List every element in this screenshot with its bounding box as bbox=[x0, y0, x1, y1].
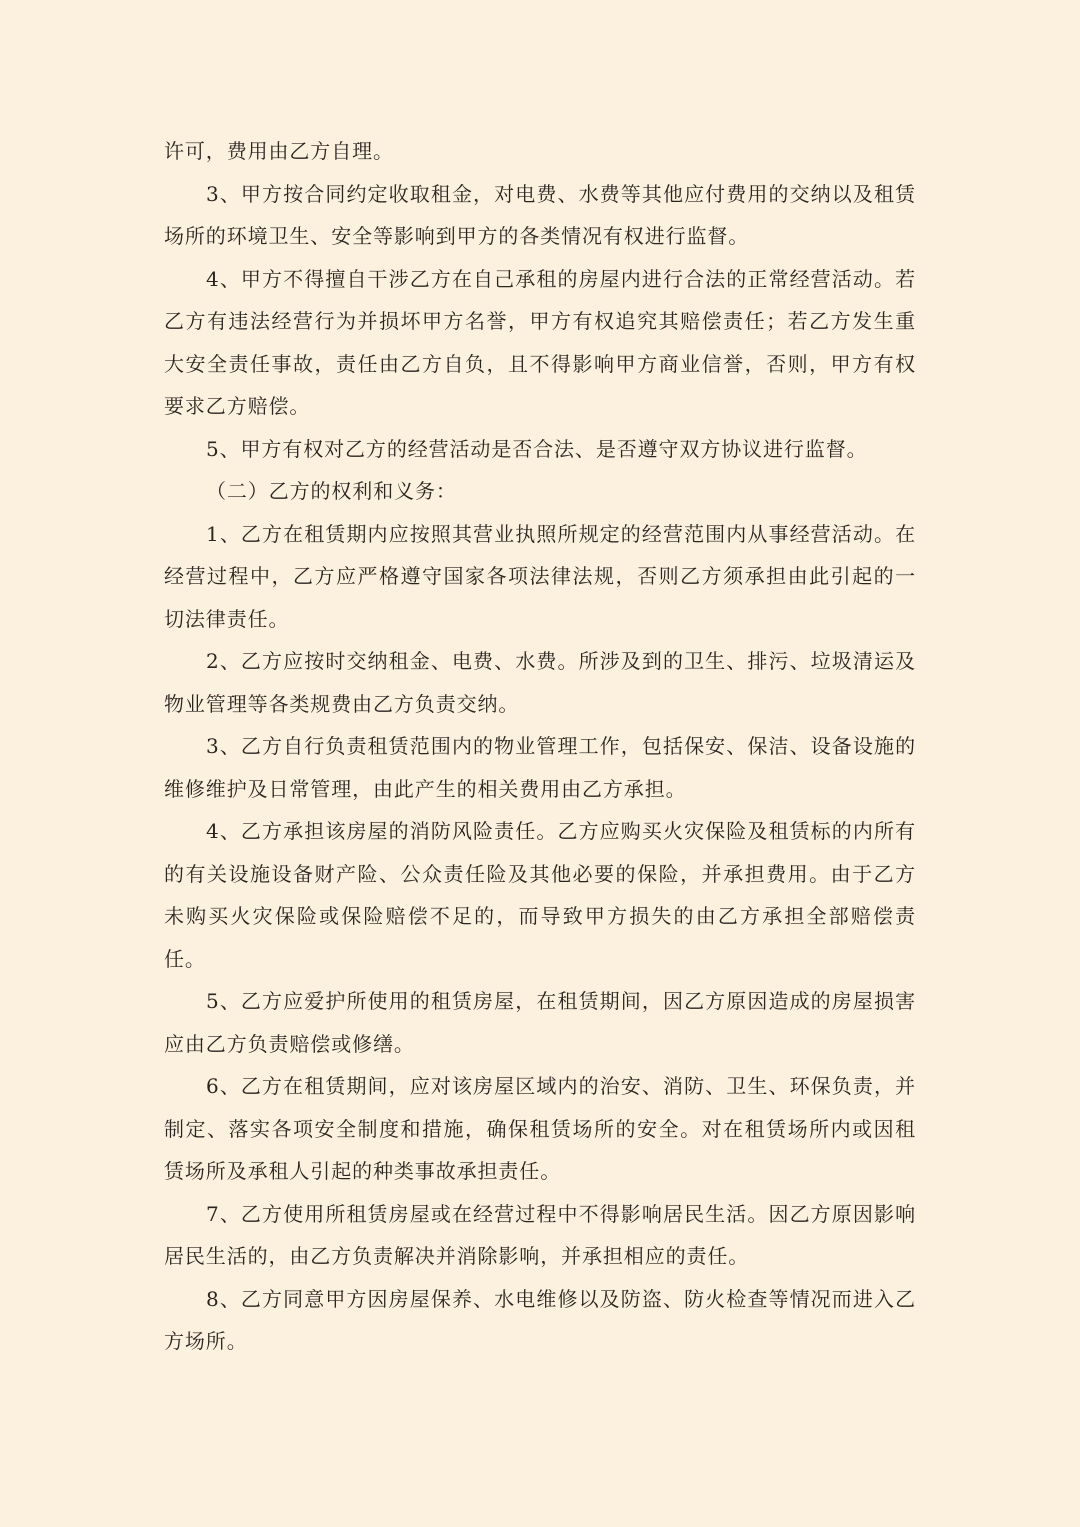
paragraph-lessee-item-5: 5、乙方应爱护所使用的租赁房屋，在租赁期间，因乙方原因造成的房屋损害应由乙方负责赔偿或修缮。 bbox=[164, 989, 916, 1056]
paragraph-lessee-item-1: 1、乙方在租赁期内应按照其营业执照所规定的经营范围内从事经营活动。在经营过程中，乙方应严格遵守国家各项法律法规，否则乙方须承担由此引起的一切法律责任。 bbox=[164, 521, 916, 631]
paragraph-continuation: 许可，费用由乙方自理。 bbox=[164, 139, 394, 163]
paragraph-lessee-item-6: 6、乙方在租赁期间，应对该房屋区域内的治安、消防、卫生、环保负责，并制定、落实各项安全制度和措施，确保租赁场所的安全。对在租赁场所内或因租赁场所及承租人引起的种类事故承担责任。 bbox=[164, 1074, 916, 1183]
paragraph-lessee-item-8: 8、乙方同意甲方因房屋保养、水电维修以及防盗、防火检查等情况而进入乙方场所。 bbox=[164, 1286, 916, 1353]
paragraph-lessee-item-2: 2、乙方应按时交纳租金、电费、水费。所涉及到的卫生、排污、垃圾清运及物业管理等各类规费由乙方负责交纳。 bbox=[164, 649, 916, 716]
paragraph-lessor-item-5: 5、甲方有权对乙方的经营活动是否合法、是否遵守双方协议进行监督。 bbox=[206, 436, 868, 461]
paragraph-lessor-item-3: 3、甲方按合同约定收取租金，对电费、水费等其他应付费用的交纳以及租赁场所的环境卫生、安全等影响到甲方的各类情况有权进行监督。 bbox=[164, 181, 916, 248]
paragraph-lessor-item-4: 4、甲方不得擅自干涉乙方在自己承租的房屋内进行合法的正常经营活动。若乙方有违法经营行为并损坏甲方名誉，甲方有权追究其赔偿责任；若乙方发生重大安全责任事故，责任由乙方自负，且不得影响甲方商业信誉，否则，甲方有权要求乙方赔偿。 bbox=[164, 266, 916, 418]
paragraph-lessee-item-3: 3、乙方自行负责租赁范围内的物业管理工作，包括保安、保洁、设备设施的维修维护及日常管理，由此产生的相关费用由乙方承担。 bbox=[164, 734, 916, 801]
paragraph-lessee-item-4: 4、乙方承担该房屋的消防风险责任。乙方应购买火灾保险及租赁标的内所有的有关设施设备财产险、公众责任险及其他必要的保险，并承担费用。由于乙方未购买火灾保险或保险赔偿不足的，而导致甲方损失的由乙方承担全部赔偿责任。 bbox=[164, 819, 916, 971]
paragraph-lessee-item-7: 7、乙方使用所租赁房屋或在经营过程中不得影响居民生活。因乙方原因影响居民生活的，由乙方负责解决并消除影响，并承担相应的责任。 bbox=[164, 1201, 916, 1268]
section-heading-lessee-rights: （二）乙方的权利和义务： bbox=[206, 479, 457, 503]
